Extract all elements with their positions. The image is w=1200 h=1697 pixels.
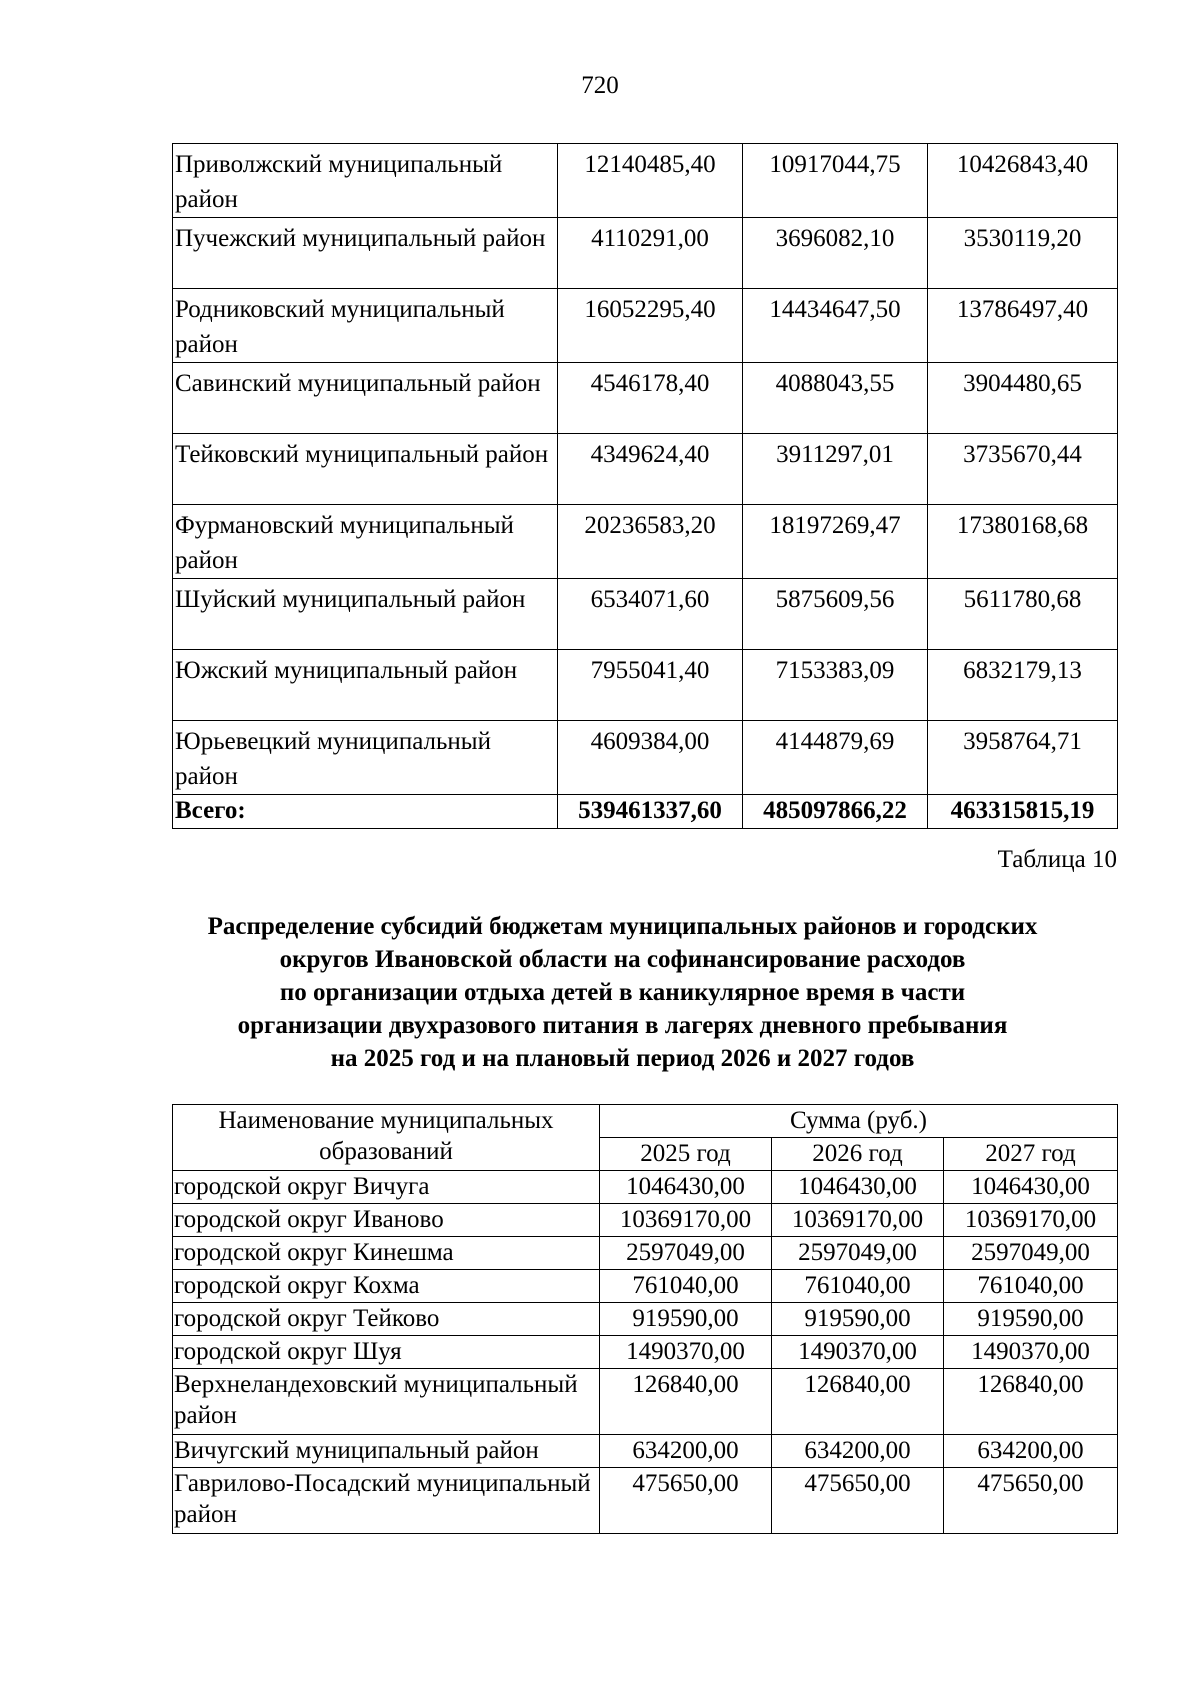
subsidy-table-10	[172, 1104, 1118, 1534]
title-line: на 2025 год и на плановый период 2026 и 2027 годов	[330, 1045, 915, 1072]
value-2026: 14434647,50	[743, 289, 928, 363]
value-2025: 4546178,40	[558, 363, 743, 434]
district-name: Приволжский муниципальный район	[173, 144, 558, 218]
value-2025: 919590,00	[600, 1303, 772, 1336]
table-row	[173, 289, 1118, 363]
district-name: Фурмановский муниципальный район	[173, 505, 558, 579]
table-row	[173, 363, 1118, 434]
table-title	[130, 910, 1115, 1075]
header-year-2025: 2025 год	[600, 1138, 772, 1171]
total-2027: 463315815,19	[928, 795, 1118, 829]
value-2025: 16052295,40	[558, 289, 743, 363]
table-row	[173, 579, 1118, 650]
value-2025: 4349624,40	[558, 434, 743, 505]
table-row	[173, 1336, 1118, 1369]
value-2025: 4609384,00	[558, 721, 743, 795]
municipality-name: городской округ Вичуга	[173, 1171, 600, 1204]
value-2025: 126840,00	[600, 1369, 772, 1435]
value-2025: 1046430,00	[600, 1171, 772, 1204]
value-2026: 1046430,00	[772, 1171, 944, 1204]
table-row	[173, 650, 1118, 721]
value-2025: 761040,00	[600, 1270, 772, 1303]
district-name: Юрьевецкий муниципальный район	[173, 721, 558, 795]
district-name: Савинский муниципальный район	[173, 363, 558, 434]
value-2027: 126840,00	[944, 1369, 1118, 1435]
value-2026: 5875609,56	[743, 579, 928, 650]
value-2027: 5611780,68	[928, 579, 1118, 650]
table-row	[173, 218, 1118, 289]
table-row	[173, 434, 1118, 505]
title-line: организации двухразового питания в лагерях дневного пребывания	[237, 1012, 1008, 1039]
table-row	[173, 1237, 1118, 1270]
value-2026: 2597049,00	[772, 1237, 944, 1270]
value-2027: 13786497,40	[928, 289, 1118, 363]
table-row	[173, 721, 1118, 795]
value-2027: 919590,00	[944, 1303, 1118, 1336]
district-name: Шуйский муниципальный район	[173, 579, 558, 650]
table-row	[173, 1369, 1118, 1435]
value-2025: 20236583,20	[558, 505, 743, 579]
municipality-name: городской округ Кохма	[173, 1270, 600, 1303]
municipality-name: Вичугский муниципальный район	[173, 1435, 600, 1468]
municipality-name: городской округ Тейково	[173, 1303, 600, 1336]
value-2026: 1490370,00	[772, 1336, 944, 1369]
subsidy-table-continued	[172, 143, 1118, 829]
value-2025: 12140485,40	[558, 144, 743, 218]
value-2027: 3958764,71	[928, 721, 1118, 795]
value-2027: 3735670,44	[928, 434, 1118, 505]
value-2027: 1490370,00	[944, 1336, 1118, 1369]
total-2025: 539461337,60	[558, 795, 743, 829]
table-row	[173, 1270, 1118, 1303]
value-2027: 761040,00	[944, 1270, 1118, 1303]
value-2026: 3696082,10	[743, 218, 928, 289]
value-2027: 10426843,40	[928, 144, 1118, 218]
value-2026: 10369170,00	[772, 1204, 944, 1237]
value-2026: 475650,00	[772, 1468, 944, 1534]
header-year-2027: 2027 год	[944, 1138, 1118, 1171]
municipality-name: городской округ Кинешма	[173, 1237, 600, 1270]
value-2027: 2597049,00	[944, 1237, 1118, 1270]
value-2026: 4144879,69	[743, 721, 928, 795]
district-name: Тейковский муниципальный район	[173, 434, 558, 505]
header-sum: Сумма (руб.)	[600, 1105, 1118, 1138]
total-label: Всего:	[173, 795, 558, 829]
district-name: Южский муниципальный район	[173, 650, 558, 721]
value-2025: 2597049,00	[600, 1237, 772, 1270]
value-2026: 919590,00	[772, 1303, 944, 1336]
value-2027: 634200,00	[944, 1435, 1118, 1468]
header-name: Наименование муниципальных образований	[173, 1105, 600, 1171]
value-2025: 475650,00	[600, 1468, 772, 1534]
value-2026: 4088043,55	[743, 363, 928, 434]
value-2026: 3911297,01	[743, 434, 928, 505]
value-2027: 6832179,13	[928, 650, 1118, 721]
table-row	[173, 1468, 1118, 1534]
table-row	[173, 1435, 1118, 1468]
table-row	[173, 1171, 1118, 1204]
total-row	[173, 795, 1118, 829]
value-2027: 10369170,00	[944, 1204, 1118, 1237]
municipality-name: Гаврилово-Посадский муниципальный район	[173, 1468, 600, 1534]
value-2025: 6534071,60	[558, 579, 743, 650]
table-row	[173, 505, 1118, 579]
title-line: Распределение субсидий бюджетам муниципальных районов и городских	[207, 913, 1038, 940]
value-2026: 18197269,47	[743, 505, 928, 579]
table-caption: Таблица 10	[997, 846, 1117, 873]
municipality-name: городской округ Иваново	[173, 1204, 600, 1237]
page-number: 720	[581, 72, 619, 99]
title-line: по организации отдыха детей в каникулярное время в части	[279, 979, 966, 1006]
value-2027: 3904480,65	[928, 363, 1118, 434]
table-row	[173, 144, 1118, 218]
header-year-2026: 2026 год	[772, 1138, 944, 1171]
value-2025: 10369170,00	[600, 1204, 772, 1237]
value-2026: 634200,00	[772, 1435, 944, 1468]
value-2027: 1046430,00	[944, 1171, 1118, 1204]
municipality-name: городской округ Шуя	[173, 1336, 600, 1369]
value-2025: 4110291,00	[558, 218, 743, 289]
municipality-name: Верхнеландеховский муниципальный район	[173, 1369, 600, 1435]
district-name: Пучежский муниципальный район	[173, 218, 558, 289]
value-2026: 10917044,75	[743, 144, 928, 218]
district-name: Родниковский муниципальный район	[173, 289, 558, 363]
value-2027: 17380168,68	[928, 505, 1118, 579]
value-2025: 634200,00	[600, 1435, 772, 1468]
value-2027: 3530119,20	[928, 218, 1118, 289]
table-row	[173, 1204, 1118, 1237]
total-2026: 485097866,22	[743, 795, 928, 829]
value-2026: 761040,00	[772, 1270, 944, 1303]
value-2027: 475650,00	[944, 1468, 1118, 1534]
title-line: округов Ивановской области на софинансирование расходов	[279, 946, 966, 973]
value-2025: 7955041,40	[558, 650, 743, 721]
table-row	[173, 1303, 1118, 1336]
value-2026: 7153383,09	[743, 650, 928, 721]
value-2025: 1490370,00	[600, 1336, 772, 1369]
value-2026: 126840,00	[772, 1369, 944, 1435]
